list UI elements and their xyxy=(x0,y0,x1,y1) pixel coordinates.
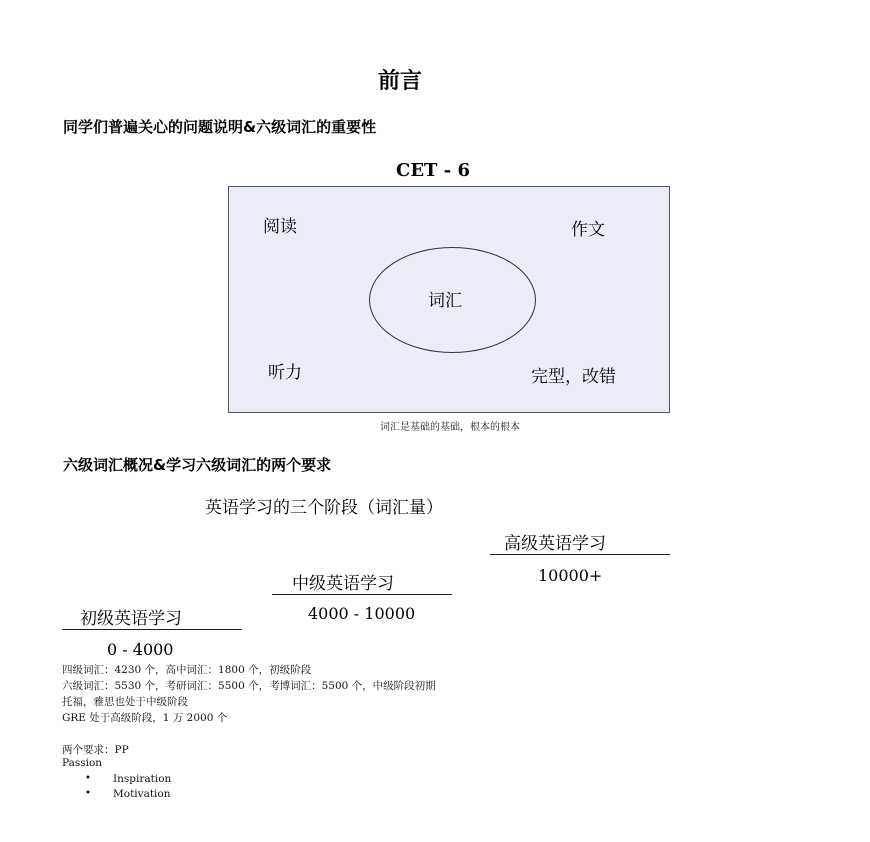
diagram-label-writing: 作文 xyxy=(571,220,605,240)
fact-line-cet4: 四级词汇：4230 个，高中词汇：1800 个，初级阶段 xyxy=(62,664,312,676)
requirement-passion: Passion xyxy=(62,757,103,769)
stage-advanced-value: 10000+ xyxy=(538,566,603,585)
page-title: 前言 xyxy=(377,68,422,94)
bullet-icon: • xyxy=(85,788,91,799)
section-heading-importance: 同学们普遍关心的问题说明&六级词汇的重要性 xyxy=(63,118,377,136)
stage-intermediate-label: 中级英语学习 xyxy=(292,574,394,594)
bullet-icon: • xyxy=(85,773,91,784)
diagram-caption: 词汇是基础的基础，根本的根本 xyxy=(380,422,520,433)
stages-title: 英语学习的三个阶段（词汇量） xyxy=(205,498,443,518)
requirements-intro: 两个要求：PP xyxy=(62,744,129,756)
stage-advanced-line xyxy=(490,554,670,555)
stage-beginner-value: 0 - 4000 xyxy=(107,640,174,659)
section-heading-overview: 六级词汇概况&学习六级词汇的两个要求 xyxy=(63,456,332,474)
stage-intermediate-line xyxy=(272,594,452,595)
stage-beginner-label: 初级英语学习 xyxy=(80,609,182,629)
stage-intermediate-value: 4000 - 10000 xyxy=(308,604,416,623)
diagram-label-reading: 阅读 xyxy=(263,217,297,237)
diagram-label-cloze-correction: 完型，改错 xyxy=(531,367,616,387)
diagram-title: CET - 6 xyxy=(396,160,470,181)
diagram-label-listening: 听力 xyxy=(268,363,302,383)
requirement-item-inspiration: Inspiration xyxy=(113,773,172,785)
stage-beginner-line xyxy=(62,629,242,630)
fact-line-cet6: 六级词汇：5530 个，考研词汇：5500 个，考博词汇：5500 个，中级阶段初期 xyxy=(62,680,436,692)
diagram-label-vocabulary: 词汇 xyxy=(428,291,462,311)
fact-line-toefl-ielts: 托福，雅思也处于中级阶段 xyxy=(62,696,188,708)
fact-line-gre: GRE 处于高级阶段，1 万 2000 个 xyxy=(62,712,228,724)
requirement-item-motivation: Motivation xyxy=(113,788,171,800)
stage-advanced-label: 高级英语学习 xyxy=(504,534,606,554)
